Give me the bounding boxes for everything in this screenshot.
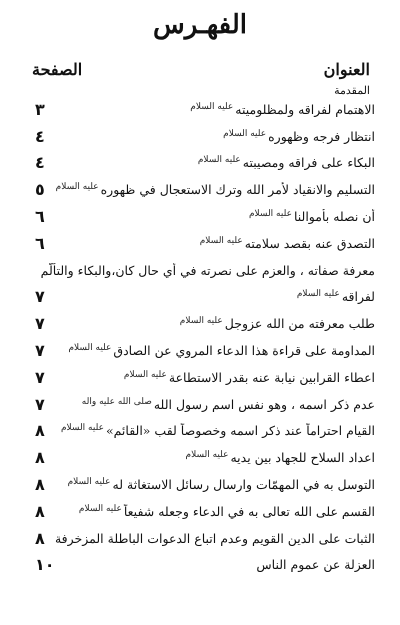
honorific-mark: عليه السلام xyxy=(296,289,340,300)
toc-entry-page: ٤ xyxy=(35,153,45,173)
toc-entry-title: البكاء على فراقه ومصيبتهعليه السلام xyxy=(197,155,375,171)
honorific-mark: عليه السلام xyxy=(223,128,267,139)
toc-row xyxy=(25,444,375,471)
toc-list xyxy=(25,96,375,578)
toc-row xyxy=(25,391,375,418)
honorific-mark: عليه السلام xyxy=(123,369,167,380)
toc-entry-title: الاهتمام لفراقه ولمظلوميتهعليه السلام xyxy=(190,101,375,117)
honorific-mark: عليه السلام xyxy=(248,209,292,219)
toc-entry-page: ٥ xyxy=(35,180,45,200)
toc-entry-page: ٤ xyxy=(35,126,45,146)
toc-entry-title: طلب معرفته من الله عزوجلعليه السلام xyxy=(179,316,375,332)
toc-entry-page: ٦ xyxy=(35,207,45,227)
honorific-mark: عليه السلام xyxy=(67,476,111,487)
toc-row xyxy=(25,364,375,391)
intro-label: المقدمة xyxy=(334,84,370,97)
toc-entry-title: التسليم والانقياد لأمر الله وترك الاستعجال في ظهورهعليه السلام xyxy=(55,182,375,198)
toc-row xyxy=(25,150,375,177)
toc-entry-title: العزلة عن عموم الناس xyxy=(256,557,375,573)
toc-entry-title: اعطاء القرابين نيابة عنه بقدر الاستطاعةعليه السلام xyxy=(123,369,375,385)
toc-row xyxy=(25,552,375,579)
toc-entry-page: ٧ xyxy=(35,314,45,334)
honorific-mark: عليه السلام xyxy=(190,101,234,112)
toc-row xyxy=(25,203,375,230)
toc-entry-title: لفراقهعليه السلام xyxy=(296,289,375,305)
toc-entry-page: ٧ xyxy=(35,394,45,414)
toc-entry-page: ٨ xyxy=(35,528,45,548)
toc-row xyxy=(25,337,375,364)
toc-entry-title: اعداد السلاح للجهاد بين يديهعليه السلام xyxy=(185,450,375,466)
toc-row xyxy=(25,498,375,525)
toc-entry-title: الثبات على الدين القويم وعدم اتباع الدعوات الباطلة المزخرفة xyxy=(54,530,375,546)
toc-entry-page: ٧ xyxy=(35,287,45,307)
toc-entry-page: ٧ xyxy=(35,341,45,361)
honorific-mark: صلى الله عليه وآله xyxy=(81,396,152,407)
toc-entry-title: انتظار فرجه وظهورهعليه السلام xyxy=(223,128,375,144)
honorific-mark: عليه السلام xyxy=(55,182,99,193)
toc-row xyxy=(25,123,375,150)
toc-entry-page: ٣ xyxy=(35,99,45,119)
toc-entry-title: أن نصله بأموالناعليه السلام xyxy=(248,209,375,225)
toc-row xyxy=(25,471,375,498)
toc-row xyxy=(25,176,375,203)
toc-entry-page: ٧ xyxy=(35,367,45,387)
honorific-mark: عليه السلام xyxy=(179,316,223,327)
toc-entry-title: عدم ذكر اسمه ، وهو نفس اسم رسول اللهصلى الله عليه وآله xyxy=(81,396,375,412)
toc-entry-title: التصدق عنه بقصد سلامتهعليه السلام xyxy=(199,235,375,251)
toc-entry-page: ٨ xyxy=(35,475,45,495)
toc-entry-title: المداومة على قراءة هذا الدعاء المروي عن الصادقعليه السلام xyxy=(68,342,375,359)
honorific-mark: عليه السلام xyxy=(185,450,229,461)
toc-entry-title: التوسل به في المهمّات وارسال رسائل الاستغاثة لهعليه السلام xyxy=(67,476,375,493)
toc-entry-title: معرفة صفاته ، والعزم على نصرته في أي حال كان،والبكاء والتألّم xyxy=(40,262,375,278)
toc-row xyxy=(25,310,375,337)
toc-entry-page: ٦ xyxy=(35,233,45,253)
page-title: الفهـرس xyxy=(153,10,247,40)
honorific-mark: عليه السلام xyxy=(60,423,104,434)
toc-entry-page: ٨ xyxy=(35,448,45,468)
toc-row xyxy=(25,525,375,552)
toc-entry-page: ٨ xyxy=(35,421,45,441)
toc-row xyxy=(25,418,375,445)
toc-entry-title: القيام احتراماً عند ذكر اسمه وخصوصاً لقب «القائم»عليه السلام xyxy=(60,423,375,439)
honorific-mark: عليه السلام xyxy=(78,503,122,514)
toc-row xyxy=(25,284,375,311)
honorific-mark: عليه السلام xyxy=(68,342,112,353)
honorific-mark: عليه السلام xyxy=(197,155,241,166)
toc-row xyxy=(25,230,375,257)
honorific-mark: عليه السلام xyxy=(199,235,243,246)
column-header-topic: العنوان xyxy=(323,60,370,79)
toc-entry-title: القسم على الله تعالى به في الدعاء وجعله شفيعاًعليه السلام xyxy=(78,503,375,519)
toc-entry-page: ١٠ xyxy=(35,555,55,575)
column-header-page: الصفحة xyxy=(32,60,83,79)
toc-row xyxy=(25,96,375,123)
toc-entry-page: ٨ xyxy=(35,501,45,521)
toc-row xyxy=(25,257,375,284)
